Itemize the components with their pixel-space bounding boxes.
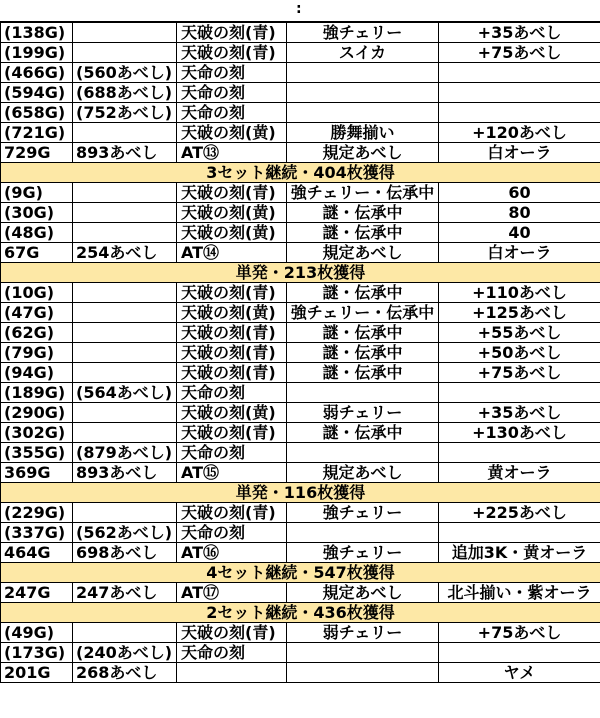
abeshi-cell: (564あべし)	[73, 383, 177, 403]
game-count-cell: (290G)	[1, 403, 73, 423]
top-mark	[0, 0, 600, 22]
section-summary-row	[1, 263, 600, 283]
event-cell: 天破の刻(青)	[177, 323, 287, 343]
result-cell	[439, 643, 600, 663]
trigger-cell: 弱チェリー	[287, 403, 439, 423]
trigger-cell: 強チェリー	[287, 23, 439, 43]
result-cell: +75あべし	[439, 363, 600, 383]
game-count-cell: 729G	[1, 143, 73, 163]
history-table	[0, 22, 600, 683]
event-cell: 天命の刻	[177, 103, 287, 123]
table-row	[1, 143, 600, 163]
abeshi-cell: 893あべし	[73, 143, 177, 163]
trigger-cell: 弱チェリー	[287, 623, 439, 643]
trigger-cell: 規定あべし	[287, 583, 439, 603]
event-cell: 天破の刻(青)	[177, 183, 287, 203]
event-cell	[177, 663, 287, 683]
result-cell: 追加3K・黄オーラ	[439, 543, 600, 563]
game-count-cell: (466G)	[1, 63, 73, 83]
event-cell: 天破の刻(青)	[177, 343, 287, 363]
game-count-cell: (199G)	[1, 43, 73, 63]
abeshi-cell	[73, 403, 177, 423]
trigger-cell: 勝舞揃い	[287, 123, 439, 143]
table-row	[1, 43, 600, 63]
result-cell: +225あべし	[439, 503, 600, 523]
table-row	[1, 463, 600, 483]
trigger-cell	[287, 103, 439, 123]
game-count-cell: (173G)	[1, 643, 73, 663]
section-summary-text: 単発・213枚獲得	[1, 263, 600, 283]
table-row	[1, 323, 600, 343]
result-cell	[439, 523, 600, 543]
event-cell: 天破の刻(青)	[177, 43, 287, 63]
table-row	[1, 123, 600, 143]
abeshi-cell: (688あべし)	[73, 83, 177, 103]
trigger-cell	[287, 523, 439, 543]
event-cell: AT⑬	[177, 143, 287, 163]
trigger-cell: 強チェリー	[287, 503, 439, 523]
result-cell: 北斗揃い・紫オーラ	[439, 583, 600, 603]
event-cell: 天破の刻(青)	[177, 423, 287, 443]
game-count-cell: 247G	[1, 583, 73, 603]
result-cell: 40	[439, 223, 600, 243]
abeshi-cell	[73, 303, 177, 323]
table-row	[1, 643, 600, 663]
section-summary-row	[1, 563, 600, 583]
table-row	[1, 83, 600, 103]
section-summary-row	[1, 483, 600, 503]
game-count-cell: (229G)	[1, 503, 73, 523]
table-row	[1, 403, 600, 423]
trigger-cell: 規定あべし	[287, 143, 439, 163]
table-row	[1, 443, 600, 463]
game-count-cell: (337G)	[1, 523, 73, 543]
result-cell: 80	[439, 203, 600, 223]
trigger-cell	[287, 643, 439, 663]
event-cell: 天破の刻(黄)	[177, 403, 287, 423]
result-cell: +75あべし	[439, 623, 600, 643]
game-count-cell: (189G)	[1, 383, 73, 403]
event-cell: 天命の刻	[177, 63, 287, 83]
trigger-cell	[287, 443, 439, 463]
result-cell: +55あべし	[439, 323, 600, 343]
table-row	[1, 583, 600, 603]
game-count-cell: (30G)	[1, 203, 73, 223]
game-count-cell: (355G)	[1, 443, 73, 463]
game-count-cell: 369G	[1, 463, 73, 483]
event-cell: 天破の刻(黄)	[177, 223, 287, 243]
table-row	[1, 623, 600, 643]
table-row	[1, 423, 600, 443]
result-cell: 黄オーラ	[439, 463, 600, 483]
trigger-cell: 謎・伝承中	[287, 423, 439, 443]
section-summary-text: 単発・116枚獲得	[1, 483, 600, 503]
section-summary-text: 2セット継続・436枚獲得	[1, 603, 600, 623]
game-count-cell: 201G	[1, 663, 73, 683]
result-cell	[439, 443, 600, 463]
trigger-cell: 強チェリー・伝承中	[287, 183, 439, 203]
abeshi-cell	[73, 423, 177, 443]
result-cell	[439, 63, 600, 83]
event-cell: 天破の刻(黄)	[177, 123, 287, 143]
result-cell: +110あべし	[439, 283, 600, 303]
result-cell: +35あべし	[439, 23, 600, 43]
event-cell: 天破の刻(青)	[177, 23, 287, 43]
abeshi-cell	[73, 343, 177, 363]
game-count-cell: (49G)	[1, 623, 73, 643]
result-cell: 白オーラ	[439, 143, 600, 163]
trigger-cell: 強チェリー	[287, 543, 439, 563]
game-count-cell: (48G)	[1, 223, 73, 243]
abeshi-cell: 247あべし	[73, 583, 177, 603]
trigger-cell: 規定あべし	[287, 243, 439, 263]
game-count-cell: (10G)	[1, 283, 73, 303]
game-count-cell: (302G)	[1, 423, 73, 443]
result-cell: ヤメ	[439, 663, 600, 683]
game-count-cell: (138G)	[1, 23, 73, 43]
trigger-cell	[287, 383, 439, 403]
result-cell: +35あべし	[439, 403, 600, 423]
trigger-cell: 規定あべし	[287, 463, 439, 483]
event-cell: AT⑯	[177, 543, 287, 563]
event-cell: 天命の刻	[177, 643, 287, 663]
section-summary-text: 4セット継続・547枚獲得	[1, 563, 600, 583]
table-row	[1, 103, 600, 123]
table-row	[1, 183, 600, 203]
trigger-cell: 謎・伝承中	[287, 203, 439, 223]
abeshi-cell	[73, 283, 177, 303]
table-row	[1, 523, 600, 543]
abeshi-cell	[73, 503, 177, 523]
abeshi-cell	[73, 43, 177, 63]
trigger-cell	[287, 63, 439, 83]
event-cell: 天命の刻	[177, 443, 287, 463]
trigger-cell: 謎・伝承中	[287, 283, 439, 303]
result-cell: +130あべし	[439, 423, 600, 443]
abeshi-cell: (240あべし)	[73, 643, 177, 663]
result-cell	[439, 103, 600, 123]
abeshi-cell: 893あべし	[73, 463, 177, 483]
trigger-cell: 謎・伝承中	[287, 223, 439, 243]
trigger-cell: 謎・伝承中	[287, 363, 439, 383]
table-row	[1, 383, 600, 403]
event-cell: 天命の刻	[177, 383, 287, 403]
event-cell: 天破の刻(青)	[177, 503, 287, 523]
result-cell: +120あべし	[439, 123, 600, 143]
result-cell: 60	[439, 183, 600, 203]
game-count-cell: (94G)	[1, 363, 73, 383]
event-cell: AT⑮	[177, 463, 287, 483]
top-mark-text: :	[296, 1, 302, 17]
trigger-cell	[287, 83, 439, 103]
abeshi-cell: (562あべし)	[73, 523, 177, 543]
table-row	[1, 223, 600, 243]
abeshi-cell	[73, 123, 177, 143]
result-cell	[439, 83, 600, 103]
event-cell: 天命の刻	[177, 83, 287, 103]
table-row	[1, 343, 600, 363]
event-cell: 天破の刻(黄)	[177, 203, 287, 223]
section-summary-row	[1, 603, 600, 623]
abeshi-cell	[73, 23, 177, 43]
result-cell: +50あべし	[439, 343, 600, 363]
result-cell	[439, 383, 600, 403]
table-row	[1, 303, 600, 323]
event-cell: AT⑰	[177, 583, 287, 603]
abeshi-cell	[73, 323, 177, 343]
abeshi-cell: (752あべし)	[73, 103, 177, 123]
table-row	[1, 203, 600, 223]
event-cell: 天破の刻(青)	[177, 283, 287, 303]
abeshi-cell	[73, 183, 177, 203]
table-row	[1, 543, 600, 563]
game-count-cell: (721G)	[1, 123, 73, 143]
table-row	[1, 63, 600, 83]
abeshi-cell	[73, 363, 177, 383]
event-cell: AT⑭	[177, 243, 287, 263]
abeshi-cell: 698あべし	[73, 543, 177, 563]
abeshi-cell	[73, 203, 177, 223]
abeshi-cell	[73, 623, 177, 643]
table-row	[1, 663, 600, 683]
abeshi-cell: 268あべし	[73, 663, 177, 683]
table-row	[1, 363, 600, 383]
table-row	[1, 23, 600, 43]
game-count-cell: (47G)	[1, 303, 73, 323]
trigger-cell: スイカ	[287, 43, 439, 63]
trigger-cell: 謎・伝承中	[287, 323, 439, 343]
result-cell: +125あべし	[439, 303, 600, 323]
abeshi-cell	[73, 223, 177, 243]
table-row	[1, 283, 600, 303]
history-table-body	[1, 23, 600, 683]
game-count-cell: 67G	[1, 243, 73, 263]
trigger-cell: 謎・伝承中	[287, 343, 439, 363]
game-count-cell: (9G)	[1, 183, 73, 203]
game-count-cell: 464G	[1, 543, 73, 563]
trigger-cell	[287, 663, 439, 683]
game-count-cell: (62G)	[1, 323, 73, 343]
table-row	[1, 243, 600, 263]
section-summary-row	[1, 163, 600, 183]
game-count-cell: (79G)	[1, 343, 73, 363]
event-cell: 天破の刻(黄)	[177, 303, 287, 323]
game-count-cell: (594G)	[1, 83, 73, 103]
event-cell: 天破の刻(青)	[177, 363, 287, 383]
trigger-cell: 強チェリー・伝承中	[287, 303, 439, 323]
game-count-cell: (658G)	[1, 103, 73, 123]
result-cell: 白オーラ	[439, 243, 600, 263]
table-row	[1, 503, 600, 523]
abeshi-cell: 254あべし	[73, 243, 177, 263]
abeshi-cell: (560あべし)	[73, 63, 177, 83]
result-cell: +75あべし	[439, 43, 600, 63]
event-cell: 天命の刻	[177, 523, 287, 543]
event-cell: 天破の刻(青)	[177, 623, 287, 643]
abeshi-cell: (879あべし)	[73, 443, 177, 463]
section-summary-text: 3セット継続・404枚獲得	[1, 163, 600, 183]
